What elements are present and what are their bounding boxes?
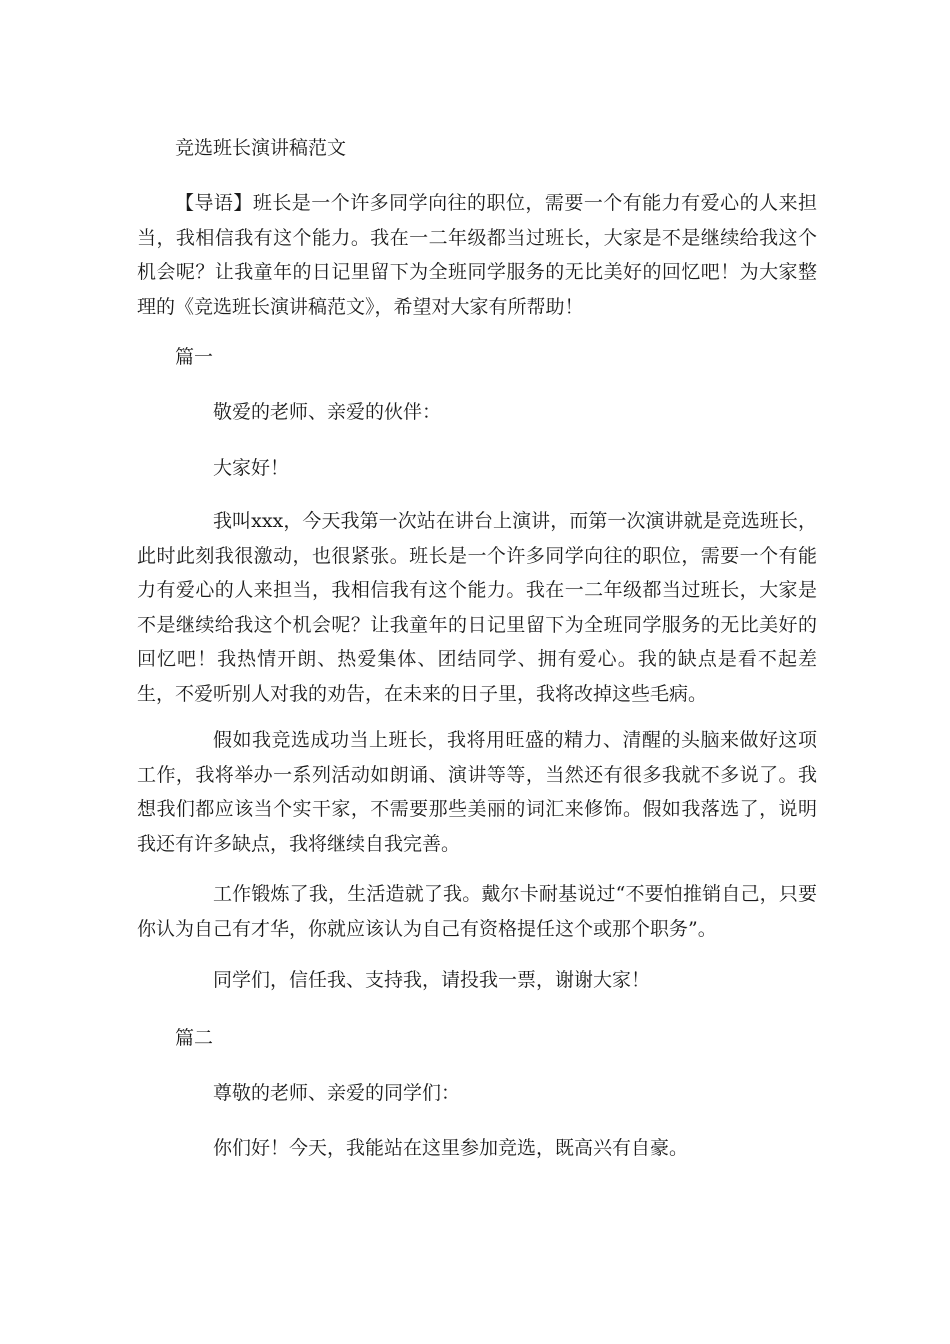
body-paragraph-1: 我叫xxx，今天我第一次站在讲台上演讲，而第一次演讲就是竞选班长，此时此刻我很激动，也很紧张。班长是一个许多同学向往的职位，需要一个有能力有爱心的人来担当，我相信我有这个能力。我在一二年级都当过班长，大家是不是继续给我这个机会呢？让我童年的日记里留下为全班同学服务的无比美好的回忆吧！我热情开朗、热爱集体、团结同学、拥有爱心。我的缺点是看不起差生，不爱听别人对我的劝告，在未来的日子里，我将改掉这些毛病。 bbox=[137, 510, 817, 705]
intro-paragraph: 【导语】班长是一个许多同学向往的职位，需要一个有能力有爱心的人来担当，我相信我有这个能力。我在一二年级都当过班长，大家是不是继续给我这个机会呢？让我童年的日记里留下为全班同学服务的无比美好的回忆吧！为大家整理的《竞选班长演讲稿范文》，希望对大家有所帮助！ bbox=[137, 192, 817, 318]
greeting-2: 你们好！今天，我能站在这里参加竞选，既高兴有自豪。 bbox=[213, 1137, 689, 1159]
salutation-2: 尊敬的老师、亲爱的同学们： bbox=[213, 1082, 461, 1104]
section-heading-2: 篇二 bbox=[175, 1027, 214, 1049]
section-heading-1: 篇一 bbox=[175, 346, 214, 368]
document-title: 竞选班长演讲稿范文 bbox=[175, 137, 347, 159]
body-paragraph-2: 假如我竞选成功当上班长，我将用旺盛的精力、清醒的头脑来做好这项工作，我将举办一系列活动如朗诵、演讲等等，当然还有很多我就不多说了。我想我们都应该当个实干家，不需要那些美丽的词汇来修饰。假如我落选了，说明我还有许多缺点，我将继续自我完善。 bbox=[137, 729, 817, 855]
body-paragraph-4: 同学们，信任我、支持我，请投我一票，谢谢大家！ bbox=[213, 969, 651, 991]
salutation-1: 敬爱的老师、亲爱的伙伴： bbox=[213, 401, 442, 423]
greeting-1: 大家好！ bbox=[213, 457, 290, 479]
body-paragraph-3: 工作锻炼了我，生活造就了我。戴尔卡耐基说过“不要怕推销自己，只要你认为自己有才华，你就应该认为自己有资格提任这个或那个职务”。 bbox=[137, 883, 817, 940]
